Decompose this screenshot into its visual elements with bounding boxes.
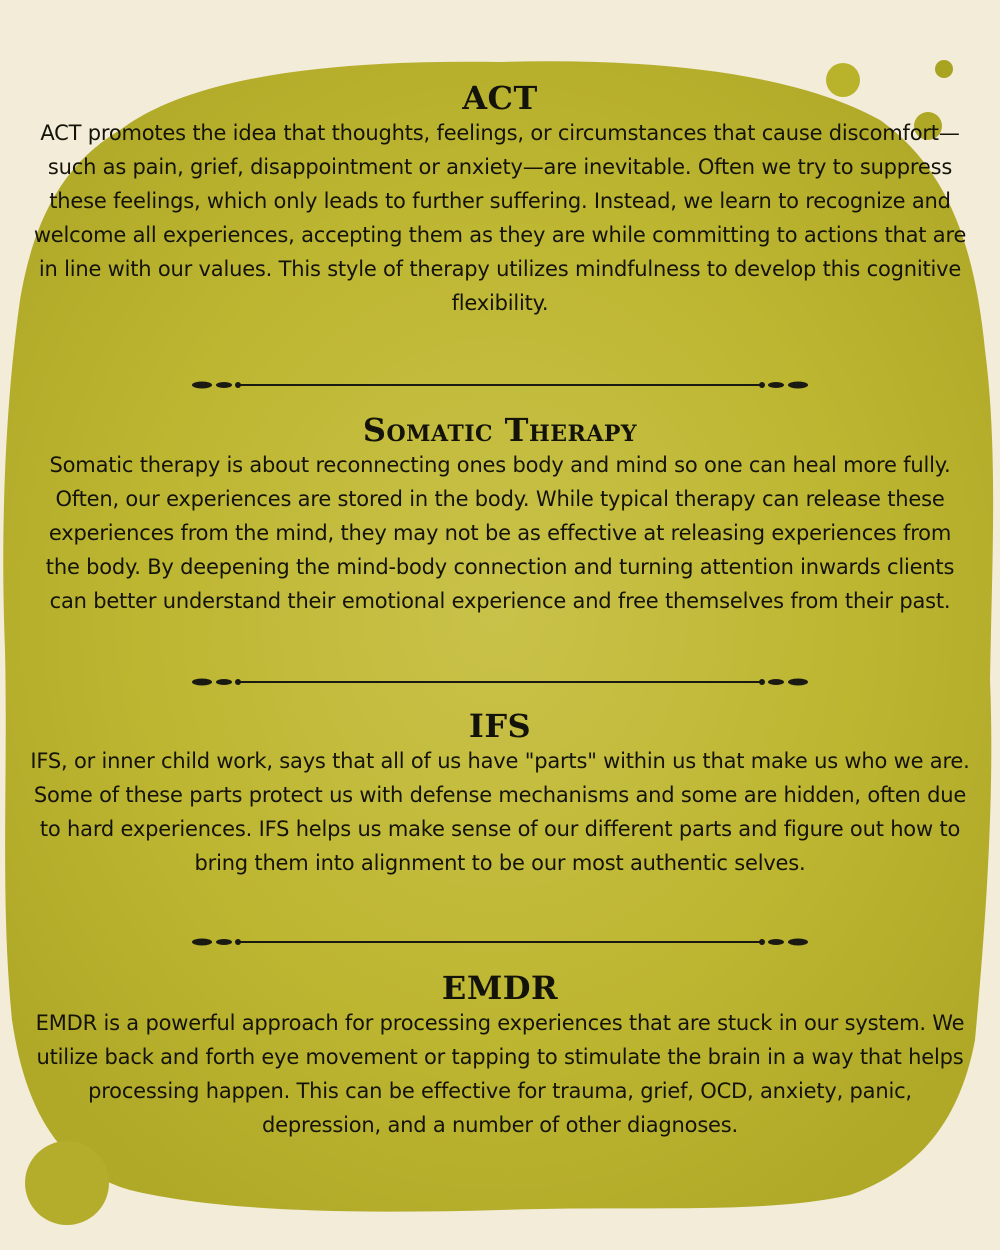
ifs-section [30, 708, 970, 880]
emdr-section [30, 970, 970, 1142]
section-title-act: ACT [462, 79, 538, 117]
act-section [30, 80, 970, 320]
ornamental-divider [190, 674, 810, 690]
section-body-somatic: Somatic therapy is about reconnecting ones body and mind so one can heal more fully. Often, our experiences are stored in the body. While typical therapy can release these experiences from the mind, they may not be as effective at releasing experiences from the body. By deepening the mind-body connection and turning attention inwards clients can better understand their emotional experience and free themselves from their past. [45, 453, 955, 613]
section-title-ifs: IFS [468, 707, 532, 745]
ornamental-divider [190, 377, 810, 393]
section-body-emdr: EMDR is a powerful approach for processing experiences that are stuck in our system. We utilize back and forth eye movement or tapping to stimulate the brain in a way that helps processing happen. This can be effective for trauma, grief, OCD, anxiety, panic, depression, and a number of other diagnoses. [35, 1011, 965, 1137]
section-body-act: ACT promotes the idea that thoughts, feelings, or circumstances that cause discomfort—such as pain, grief, disappointment or anxiety—are inevitable. Often we try to suppress these feelings, which only leads to further suffering. Instead, we learn to recognize and welcome all experiences, accepting them as they are while committing to actions that are in line with our values. This style of therapy utilizes mindfulness to develop this cognitive flexibility. [33, 121, 967, 315]
section-body-ifs: IFS, or inner child work, says that all of us have "parts" within us that make us who we are. Some of these parts protect us with defense mechanisms and some are hidden, often due to hard experiences. IFS helps us make sense of our different parts and figure out how to bring them into alignment to be our most authentic selves. [30, 749, 970, 875]
ornamental-divider [190, 934, 810, 950]
section-title-emdr: EMDR [441, 969, 559, 1007]
somatic-section [30, 412, 970, 618]
section-title-somatic: Somatic Therapy [362, 411, 638, 449]
